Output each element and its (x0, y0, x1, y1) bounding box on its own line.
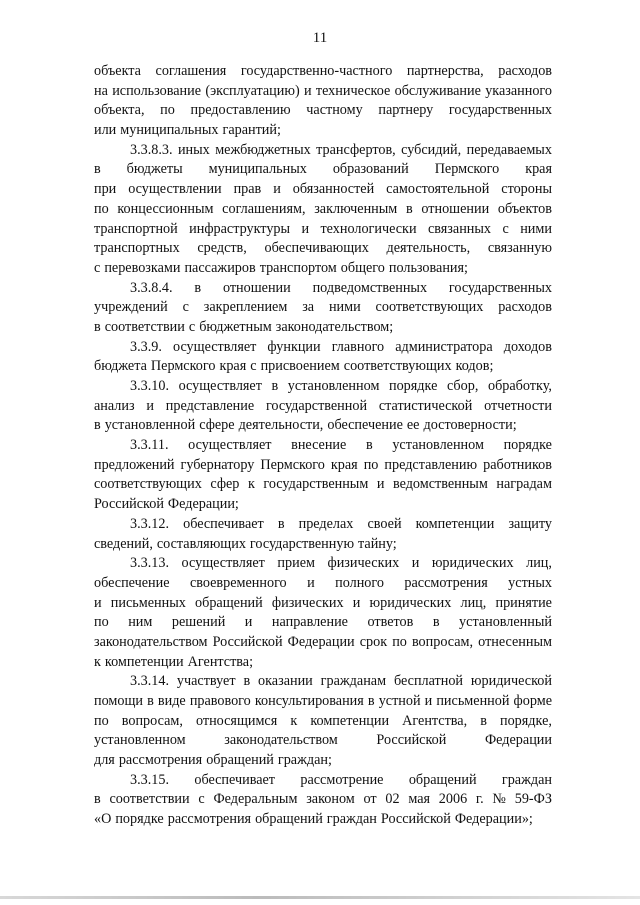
text-line: объекта соглашения государственно-частного партнерства, расходов (94, 63, 552, 79)
text-line: по концессионным соглашениям, заключенным в отношении объектов (94, 200, 552, 217)
page-number: 11 (312, 30, 328, 46)
text-line: 3.3.9. осуществляет функции главного администратора доходов (130, 338, 552, 355)
text-line: по ним решений и направление ответов в установленный (94, 614, 552, 631)
text-line: с перевозками пассажиров транспортом общего пользования; (94, 259, 468, 276)
text-line: 3.3.14. участвует в оказании гражданам бесплатной юридической (130, 673, 552, 690)
text-line: учреждений с закреплением за ними соответствующих расходов (94, 299, 552, 316)
text-line: в установленной сфере деятельности, обеспечение ее достоверности; (94, 417, 517, 434)
text-line: 3.3.8.4. в отношении подведомственных государственных (130, 279, 552, 296)
text-line: и письменных обращений физических и юридических лиц, принятие (94, 594, 552, 611)
text-line: сведений, составляющих государственную тайну; (94, 535, 397, 552)
text-line: 3.3.12. обеспечивает в пределах своей компетенции защиту (130, 515, 552, 532)
text-line: помощи в виде правового консультирования в устной и письменной форме (94, 693, 552, 709)
text-line: 3.3.13. осуществляет прием физических и юридических лиц, (130, 555, 552, 572)
text-line: обеспечение своевременного и полного рассмотрения устных (94, 574, 552, 591)
text-line: соответствующих сфер к государственным и ведомственным наградам (94, 476, 552, 493)
document-body (94, 62, 552, 830)
text-line: в соответствии с Федеральным законом от 02 мая 2006 г. № 59-ФЗ (94, 791, 552, 808)
scan-edge-line (0, 896, 640, 899)
text-line: при осуществлении прав и обязанностей самостоятельной стороны (94, 181, 552, 198)
text-line: транспортных средств, обеспечивающих деятельность, связанную (94, 240, 552, 257)
text-line: 3.3.10. осуществляет в установленном порядке сбор, обработку, (130, 378, 552, 394)
text-line: или муниципальных гарантий; (94, 122, 281, 139)
text-line: в бюджеты муниципальных образований Пермского края (94, 161, 552, 178)
text-line: для рассмотрения обращений граждан; (94, 752, 332, 769)
text-line: предложений губернатору Пермского края по представлению работников (94, 456, 552, 473)
text-line: бюджета Пермского края с присвоением соответствующих кодов; (94, 358, 494, 375)
text-line: установленном законодательством Российской Федерации (94, 732, 552, 749)
text-line: «О порядке рассмотрения обращений граждан Российской Федерации»; (94, 811, 533, 828)
text-line: к компетенции Агентства; (94, 653, 254, 670)
text-line: в соответствии с бюджетным законодательством; (94, 318, 394, 335)
text-line: объекта, по предоставлению частному партнеру государственных (94, 102, 552, 119)
text-line: анализ и представление государственной статистической отчетности (94, 397, 552, 414)
text-line: 3.3.11. осуществляет внесение в установленном порядке (130, 437, 552, 454)
text-line: транспортной инфраструктуры и технологически связанных с ними (94, 220, 552, 237)
text-line: на использование (эксплуатацию) и техническое обслуживание указанного (94, 82, 552, 99)
text-line: Российской Федерации; (94, 496, 239, 513)
text-line: 3.3.15. обеспечивает рассмотрение обращений граждан (130, 771, 552, 788)
text-line: 3.3.8.3. иных межбюджетных трансфертов, субсидий, передаваемых (130, 141, 552, 158)
text-line: законодательством Российской Федерации срок по вопросам, отнесенным (94, 633, 552, 650)
text-line: по вопросам, относящимся к компетенции Агентства, в порядке, (94, 712, 552, 729)
